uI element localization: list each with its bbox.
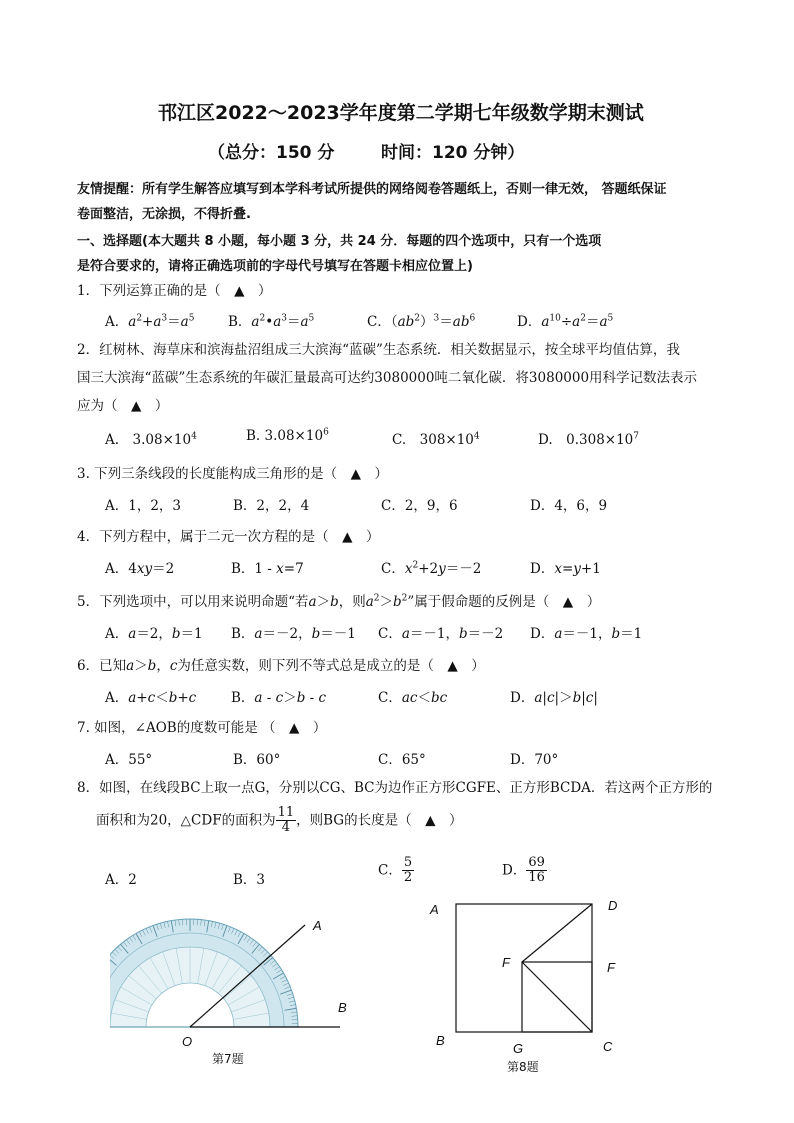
q8-line-1: 8．如图，在线段BC上取一点G，分别以CG、BC为边作正方形CGFE、正方形BCDA．若这两个正方形的	[77, 780, 713, 796]
square-bcda	[456, 904, 592, 1032]
q1-option-c: C．$(ab^2)^3=ab^6$	[367, 313, 476, 330]
q5-stem-start: 5．下列选项中，可以用来说明命题“若	[77, 594, 309, 610]
q7-option-b: B．60°	[233, 752, 281, 768]
q2-option-c: C. $308\times 10^4$	[392, 431, 480, 448]
total-score: （总分：150 分	[208, 143, 335, 163]
figure8-label-f-left: F	[502, 955, 510, 970]
q3-stem: 3. 下列三条线段的长度能构成三角形的是（ ▲ ）	[77, 466, 389, 482]
q6-stem-tail: 为任意实数，则下列不等式总是成立的是（ ▲ ）	[177, 658, 485, 674]
q5-option-c: C．a＝－1，b＝－2	[378, 626, 504, 642]
q1-option-a: A．$a^2+a^3=a^5$	[105, 313, 195, 330]
q1-option-b: B．$a^2•a^3=a^5$	[228, 313, 315, 330]
q6-option-b: B．a - c＞b - c	[231, 690, 327, 706]
q8-option-c-prefix: C．	[378, 862, 402, 879]
q4-option-b: B．1 - x=7	[231, 561, 304, 577]
figure7-caption: 第7题	[212, 1052, 244, 1066]
figure8-label-g: G	[513, 1041, 524, 1056]
q7-stem: 7. 如图，∠AOB的度数可能是 （ ▲ ）	[77, 720, 327, 736]
q8-fraction	[276, 806, 297, 836]
q5-stem: 5．下列选项中，可以用来说明命题“若a＞b，则$a^2>b^2$”属于假命题的反例是（ ▲ ）	[77, 593, 601, 610]
q2-line-1: 2．红树林、海草床和滨海盐沼组成三大滨海“蓝碳”生态系统．相关数据显示，按全球平均值估算，我	[77, 342, 680, 358]
q1-option-d: D．$a^{10}\div a^2=a^5$	[517, 313, 614, 330]
q8-option-c	[378, 856, 414, 886]
q8-option-d-prefix: D．	[502, 862, 527, 879]
notice-line-1: 友情提醒：所有学生解答应填写到本学科考试所提供的网络阅卷答题纸上，否则一律无效， 答题纸保证	[77, 182, 667, 197]
segment-fc	[522, 962, 592, 1032]
q8-option-c-denominator: 2	[403, 870, 413, 886]
q8-option-d-fraction	[526, 856, 547, 886]
q8-line-2-start: 面积和为20，△CDF的面积为	[96, 812, 276, 829]
q6-option-d: D．a|c|＞b|c|	[510, 690, 598, 706]
notice-line-2: 卷面整洁，无涂损，不得折叠.	[77, 207, 251, 222]
q4-option-a: A．4xy＝2	[105, 561, 175, 577]
q7-option-a: A．55°	[105, 752, 153, 768]
page-title: 邗江区2022～2023学年度第二学期七年级数学期末测试	[158, 102, 644, 124]
figure8-label-a: A	[430, 902, 439, 917]
section1-line-2: 是符合要求的，请将正确选项前的字母代号填写在答题卡相应位置上)	[77, 259, 473, 274]
q1-stem: 1．下列运算正确的是（ ▲ ）	[77, 283, 272, 299]
q8-option-b: B．3	[233, 872, 266, 888]
q2-line-2: 国三大滨海“蓝碳”生态系统的年碳汇量最高可达约3080000吨二氧化碳．将3080000用科学记数法表示	[77, 370, 698, 386]
q4-option-d: D．x=y+1	[530, 561, 601, 577]
figure7-label-b: B	[338, 1000, 347, 1015]
q3-option-a: A．1，2，3	[105, 498, 182, 514]
q5-option-d: D．a＝－1，b＝1	[530, 626, 643, 642]
figure8-label-c: C	[603, 1039, 613, 1054]
protractor-icon	[110, 919, 298, 1050]
figure8-label-d: D	[608, 898, 618, 913]
q8-line-2-end: ，则BG的长度是（ ▲ ）	[296, 812, 463, 829]
figure8-caption: 第8题	[507, 1060, 539, 1074]
q8-option-c-fraction	[402, 856, 414, 886]
figure7-label-o: O	[182, 1034, 193, 1049]
section1-line-1: 一、选择题(本大题共 8 小题，每小题 3 分，共 24 分．每题的四个选项中，只有一个选项	[77, 234, 602, 249]
q8-line-2	[96, 806, 462, 836]
q3-option-c: C．2，9，6	[381, 498, 458, 514]
figure7-label-a: A	[313, 918, 322, 933]
q8-fraction-numerator: 11	[277, 805, 295, 820]
q4-option-c: C．$x^2+2y=-2$	[381, 560, 482, 577]
q2-option-d: D. $0.308\times 10^7$	[538, 431, 640, 448]
q8-option-d	[502, 856, 547, 886]
segment-fd	[522, 904, 592, 962]
q3-option-d: D．4，6，9	[530, 498, 608, 514]
q8-option-c-numerator: 5	[403, 855, 413, 870]
figure7-protractor-diagram	[110, 910, 360, 1050]
q2-option-b: B. $3.08\times 10^6$	[246, 427, 329, 444]
q5-stem-end: 属于假命题的反例是（ ▲ ）	[414, 594, 601, 610]
figure8-label-f-right: F	[607, 960, 615, 975]
q5-option-b: B．a＝－2，b＝－1	[231, 626, 356, 642]
q8-fraction-denominator: 4	[281, 820, 290, 836]
exam-time: 时间：120 分钟）	[381, 143, 525, 163]
q8-option-d-denominator: 16	[528, 870, 545, 886]
q7-option-d: D．70°	[510, 752, 559, 768]
q5-option-a: A．a＝2，b＝1	[105, 626, 203, 642]
q8-option-d-numerator: 69	[528, 855, 545, 870]
q3-option-b: B．2，2，4	[233, 498, 310, 514]
q2-option-a: A. $3.08\times 10^4$	[105, 431, 197, 448]
q8-option-a: A．2	[105, 872, 137, 888]
q7-option-c: C．65°	[378, 752, 426, 768]
q6-option-a: A．a+c＜b+c	[105, 690, 197, 706]
q4-stem: 4．下列方程中，属于二元一次方程的是（ ▲ ）	[77, 529, 380, 545]
q6-stem: 6．已知a＞b，c为任意实数，则下列不等式总是成立的是（ ▲ ）	[77, 658, 485, 674]
q6-option-c: C．ac＜bc	[378, 690, 448, 706]
figure8-label-b: B	[436, 1033, 445, 1048]
q2-line-3: 应为（ ▲ ）	[77, 398, 169, 414]
figure8-squares-diagram	[440, 890, 620, 1050]
